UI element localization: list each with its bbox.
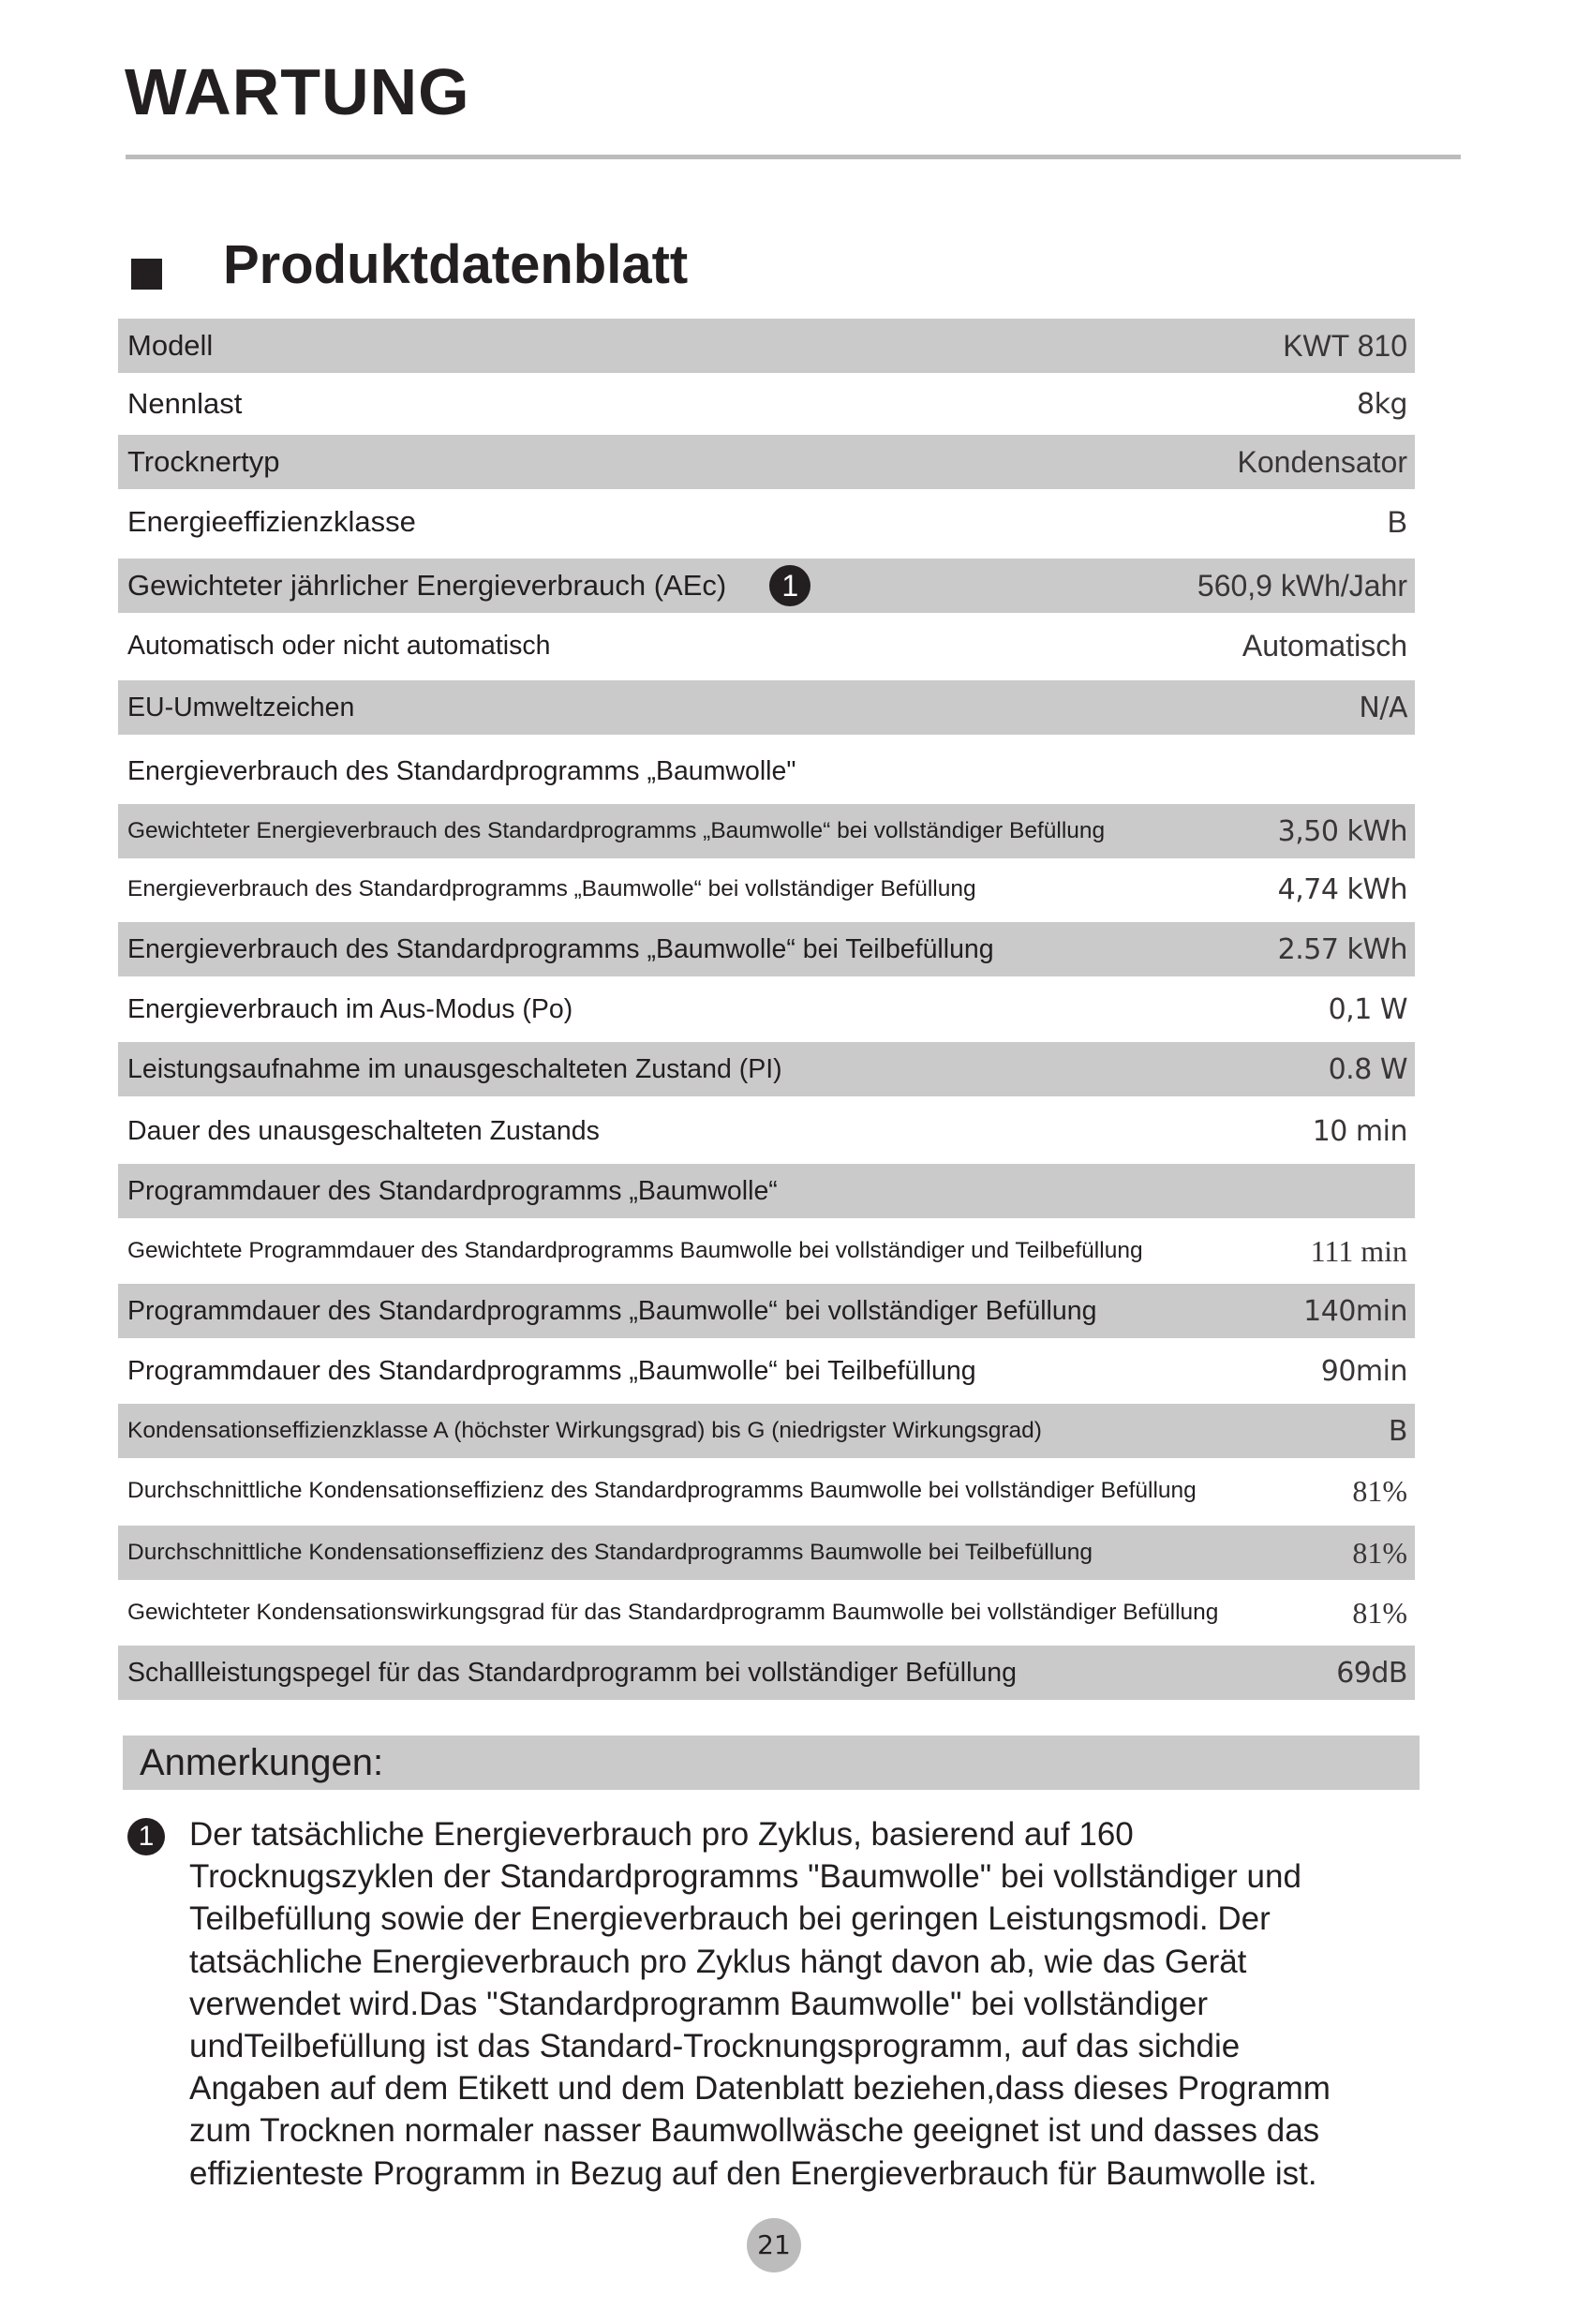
footnote-1-icon: 1 [127,1818,165,1855]
table-row [118,1344,1415,1398]
row-label: Energieverbrauch des Standardprogramms „Baumwolle" [127,755,796,786]
row-value: 8kg [1356,387,1407,421]
note-line: Angaben auf dem Etikett und dem Datenblatt beziehen,dass dieses Programm [189,2070,1331,2108]
note-line: Trocknugszyklen der Standardprogramms "Baumwolle" bei vollständiger und [189,1858,1301,1896]
table-row [118,804,1415,858]
row-value: 2.57 kWh [1277,932,1407,966]
section-title: WARTUNG [125,55,470,128]
row-label: Energieverbrauch des Standardprogramms „Baumwolle“ bei vollständiger Befüllung [127,876,976,901]
table-row [118,618,1415,673]
row-label: Durchschnittliche Kondensationseffizienz des Standardprogramms Baumwolle bei vollständiger Befüllung [127,1478,1197,1503]
row-value: 111 min [1310,1233,1407,1268]
row-value: 140min [1303,1294,1407,1328]
notes-header: Anmerkungen: [123,1736,1420,1790]
row-label: Trocknertyp [127,445,280,478]
table-row [118,1646,1415,1700]
table-row [118,1104,1415,1158]
row-label: EU-Umweltzeichen [127,692,355,723]
footnote-1-icon: 1 [769,565,810,606]
row-label: Gewichteter Kondensationswirkungsgrad für das Standardprogramm Baumwolle bei vollständiger Befüllung [127,1600,1219,1625]
row-label [127,565,810,606]
note-line: Teilbefüllung sowie der Energieverbrauch bei geringen Leistungsmodi. Der [189,1900,1271,1938]
table-row [118,982,1415,1036]
row-value: Automatisch [1242,628,1407,663]
table-row [118,1464,1415,1518]
row-value: 81% [1352,1535,1407,1570]
row-label: Durchschnittliche Kondensationseffizienz des Standardprogramms Baumwolle bei Teilbefüllung [127,1540,1093,1565]
row-value: B [1388,1414,1407,1448]
row-label: Automatisch oder nicht automatisch [127,630,551,661]
note-line: zum Trocknen normaler nasser Baumwollwäsche geeignet ist und dasses das [189,2112,1320,2150]
note-line: effizienteste Programm in Bezug auf den Energieverbrauch für Baumwolle ist. [189,2154,1317,2192]
row-value: 81% [1352,1595,1407,1630]
table-row [118,1164,1415,1218]
row-label: Programmdauer des Standardprogramms „Baumwolle“ bei Teilbefüllung [127,1355,976,1386]
table-row [118,680,1415,735]
row-label: Energieverbrauch im Aus-Modus (Po) [127,993,573,1024]
row-value: 10 min [1312,1114,1407,1148]
table-row [118,922,1415,976]
row-value: 0.8 W [1328,1052,1407,1086]
row-label: Schallleistungspegel für das Standardprogramm bei vollständiger Befüllung [127,1657,1017,1688]
table-row [118,862,1415,916]
row-value: 4,74 kWh [1277,872,1407,906]
row-value: 81% [1352,1473,1407,1508]
table-row [118,744,1415,798]
row-value: 0,1 W [1328,992,1407,1026]
table-row [118,435,1415,489]
row-value: Kondensator [1237,444,1407,479]
table-row [118,1526,1415,1580]
note-line: tatsächliche Energieverbrauch pro Zyklus hängt davon ab, wie das Gerät [189,1943,1247,1980]
page-number: 21 [747,2218,801,2272]
row-label: Programmdauer des Standardprogramms „Baumwolle“ bei vollständiger Befüllung [127,1295,1097,1326]
row-label: Leistungsaufnahme im unausgeschalteten Zustand (PI) [127,1053,782,1084]
row-label: Dauer des unausgeschalteten Zustands [127,1115,600,1146]
note-line: Der tatsächliche Energieverbrauch pro Zyklus, basierend auf 160 [189,1816,1134,1853]
row-label: Kondensationseffizienzklasse A (höchster Wirkungsgrad) bis G (niedrigster Wirkungsgrad) [127,1418,1042,1443]
row-label: Programmdauer des Standardprogramms „Baumwolle“ [127,1175,778,1206]
title-divider [126,155,1461,159]
table-row [118,377,1415,431]
note-text [189,1813,1445,2195]
row-value: KWT 810 [1283,328,1407,363]
row-value: 90min [1320,1354,1407,1388]
table-row [118,1404,1415,1458]
table-row [118,559,1415,613]
row-value: 3,50 kWh [1277,814,1407,848]
row-value: 69dB [1336,1656,1407,1690]
table-row [118,495,1415,549]
row-label: Energieverbrauch des Standardprogramms „Baumwolle“ bei Teilbefüllung [127,933,994,964]
table-row [118,1042,1415,1096]
table-row [118,1224,1415,1278]
square-bullet-icon [131,259,162,290]
row-label-text: Gewichteter jährlicher Energieverbrauch (AEc) [127,569,727,602]
row-value: 560,9 kWh/Jahr [1197,568,1407,603]
note-line: verwendet wird.Das "Standardprogramm Baumwolle" bei vollständiger [189,1985,1209,2022]
table-row [118,1284,1415,1338]
row-label: Modell [127,329,214,362]
row-label: Gewichteter Energieverbrauch des Standardprogramms „Baumwolle“ bei vollständiger Befüllung [127,818,1106,843]
row-label: Energieeffizienzklasse [127,505,416,538]
table-row [118,1586,1415,1640]
table-row [118,319,1415,373]
row-value: N/A [1359,691,1407,724]
note-line: undTeilbefüllung ist das Standard-Trocknungsprogramm, auf das sichdie [189,2028,1241,2065]
row-label: Gewichtete Programmdauer des Standardprogramms Baumwolle bei vollständiger und Teilbefüllung [127,1238,1143,1263]
row-label: Nennlast [127,387,243,420]
row-value: B [1387,504,1407,539]
datasheet-title: Produktdatenblatt [223,234,689,295]
